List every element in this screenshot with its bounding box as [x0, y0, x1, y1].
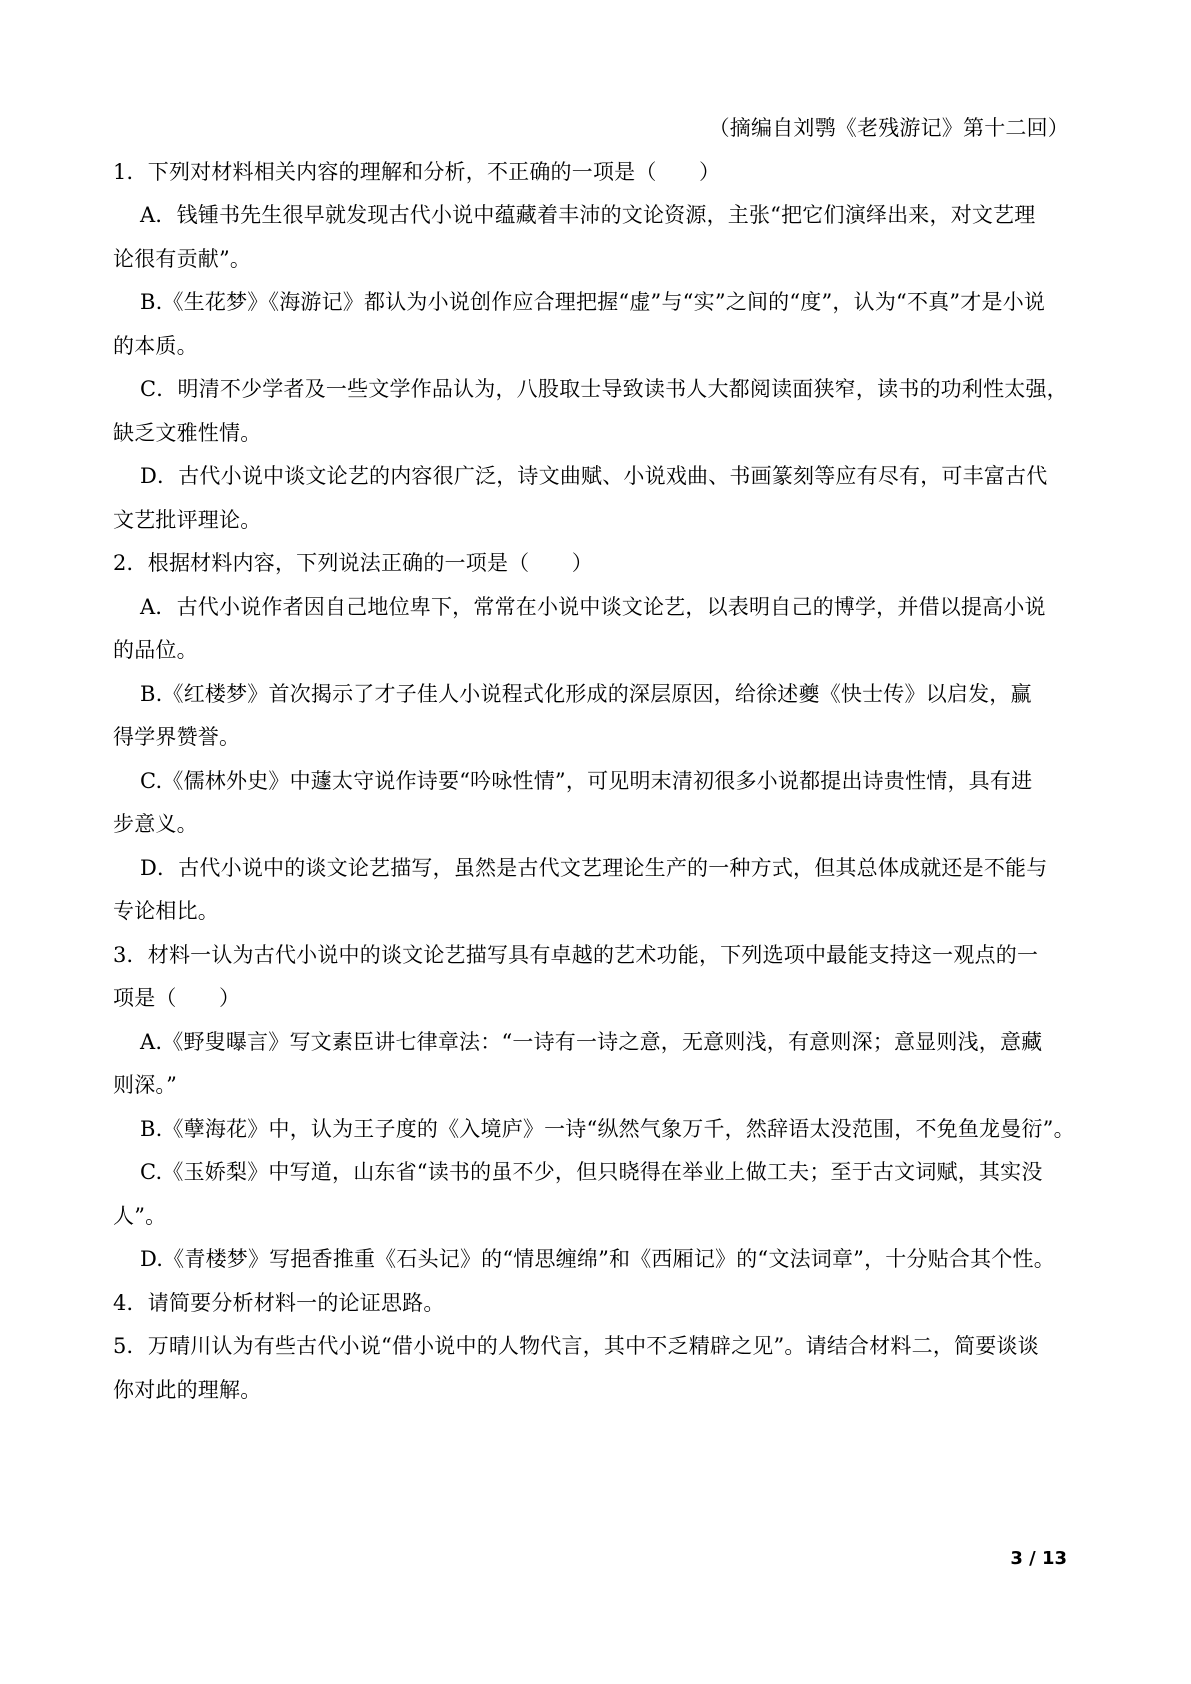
- question-1-option-c: C．明清不少学者及一些文学作品认为，八股取士导致读书人大都阅读面狭窄，读书的功利性太强，: [140, 377, 1068, 401]
- question-3-option-a: A.《野叟曝言》写文素臣讲七律章法：“一诗有一诗之意，无意则浅，有意则深；意显则浅，意藏: [140, 1030, 1043, 1054]
- question-3-option-a-cont: 则深。”: [113, 1073, 178, 1097]
- question-5: 5．万晴川认为有些古代小说“借小说中的人物代言，其中不乏精辟之见”。请结合材料二，简要谈谈: [113, 1334, 1039, 1358]
- question-3-option-d: D.《青楼梦》写挹香推重《石头记》的“情思缠绵”和《西厢记》的“文法词章”，十分贴合其个性。: [140, 1247, 1055, 1271]
- question-2-option-c: C.《儒林外史》中蘧太守说作诗要“吟咏性情”，可见明末清初很多小说都提出诗贵性情，具有进: [140, 769, 1033, 793]
- question-2-option-a: A．古代小说作者因自己地位卑下，常常在小说中谈文论艺，以表明自己的博学，并借以提高小说: [140, 595, 1046, 619]
- question-3-cont: 项是（ ）: [113, 986, 241, 1010]
- question-1-option-d: D．古代小说中谈文论艺的内容很广泛，诗文曲赋、小说戏曲、书画篆刻等应有尽有，可丰富古代: [140, 464, 1048, 488]
- question-3-option-c-cont: 人”。: [113, 1204, 167, 1228]
- question-2-option-b-cont: 得学界赞誉。: [113, 725, 241, 749]
- source-citation: （摘编自刘鹗《老残游记》第十二回）: [708, 116, 1069, 140]
- question-1-option-d-cont: 文艺批评理论。: [113, 508, 262, 532]
- question-1-option-c-cont: 缺乏文雅性情。: [113, 421, 262, 445]
- page-number: 3 / 13: [1010, 1548, 1067, 1569]
- question-3: 3．材料一认为古代小说中的谈文论艺描写具有卓越的艺术功能，下列选项中最能支持这一观点的一: [113, 943, 1039, 967]
- question-2-option-d: D．古代小说中的谈文论艺描写，虽然是古代文艺理论生产的一种方式，但其总体成就还是不能与: [140, 856, 1048, 880]
- question-2-option-b: B.《红楼梦》首次揭示了才子佳人小说程式化形成的深层原因，给徐述夔《快士传》以启发，赢: [140, 682, 1032, 706]
- question-1-option-b: B.《生花梦》《海游记》都认为小说创作应合理把握“虚”与“实”之间的“度”，认为“不真”才是小说: [140, 290, 1046, 314]
- question-1-option-b-cont: 的本质。: [113, 334, 198, 358]
- question-2-option-d-cont: 专论相比。: [113, 899, 219, 923]
- question-1: 1．下列对材料相关内容的理解和分析，不正确的一项是（ ）: [113, 160, 721, 184]
- question-3-option-c: C.《玉娇梨》中写道，山东省“读书的虽不少，但只晓得在举业上做工夫；至于古文词赋，其实没: [140, 1160, 1043, 1184]
- question-2-option-a-cont: 的品位。: [113, 638, 198, 662]
- question-4: 4．请简要分析材料一的论证思路。: [113, 1291, 445, 1315]
- question-5-cont: 你对此的理解。: [113, 1378, 262, 1402]
- question-3-option-b: B.《孽海花》中，认为王子度的《入境庐》一诗“纵然气象万千，然辞语太没范围，不免鱼龙曼衍”。: [140, 1117, 1075, 1141]
- question-1-option-a: A．钱锺书先生很早就发现古代小说中蕴藏着丰沛的文论资源，主张“把它们演绎出来，对文艺理: [140, 203, 1036, 227]
- question-2-option-c-cont: 步意义。: [113, 812, 198, 836]
- question-1-option-a-cont: 论很有贡献”。: [113, 247, 252, 271]
- question-2: 2．根据材料内容，下列说法正确的一项是（ ）: [113, 551, 593, 575]
